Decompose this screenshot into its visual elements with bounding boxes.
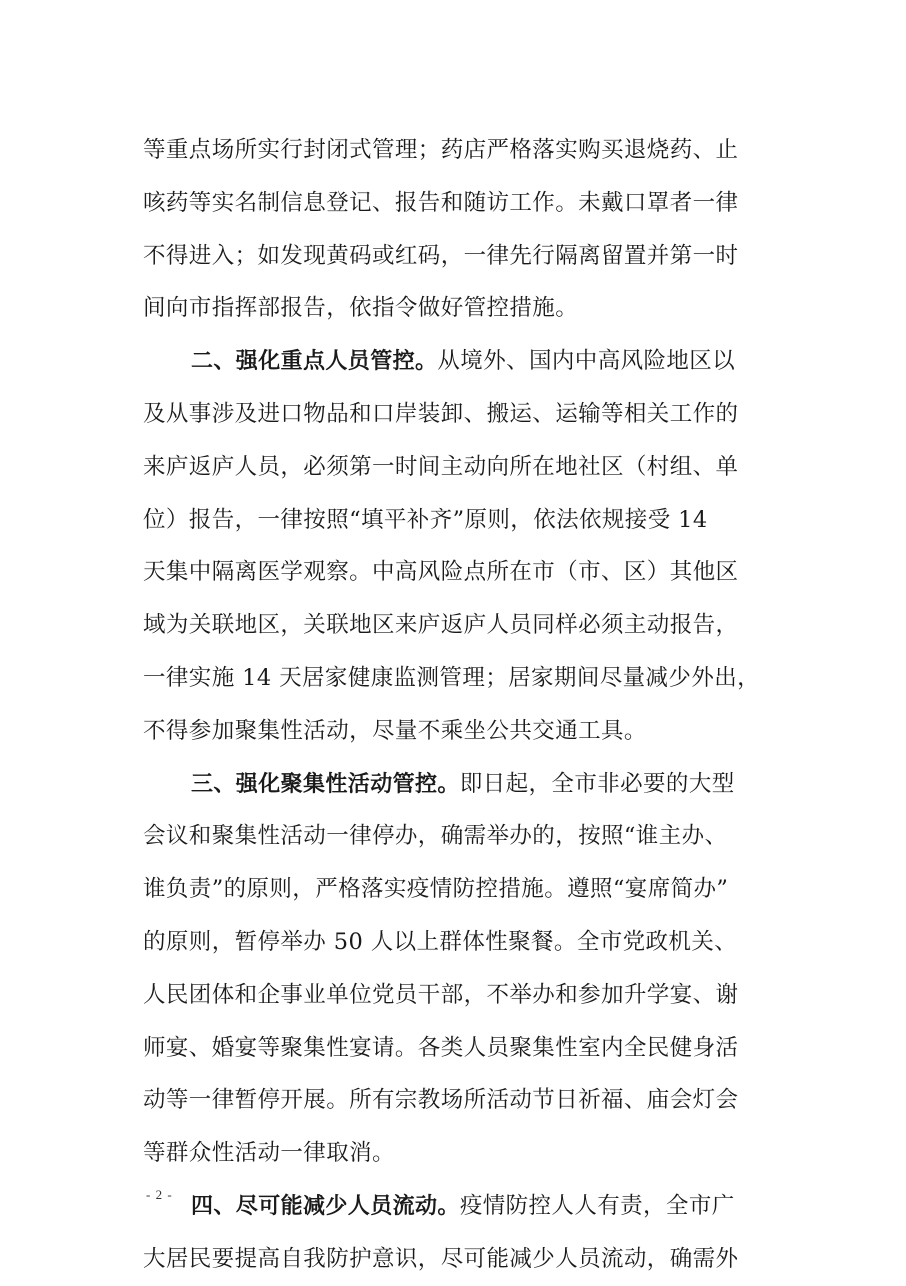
section-heading: 四、尽可能减少人员流动。 xyxy=(191,1193,460,1219)
line-text: 谁负责”的原则，严格落实疫情防控措施。遵照“宴席简办” xyxy=(143,876,729,903)
line-text: 大居民要提高自我防护意识，尽可能减少人员流动，确需外 xyxy=(143,1245,739,1272)
line-text: 位）报告，一律按照“填平补齐”原则，依法依规接受 14 xyxy=(143,506,708,533)
line-text: 等重点场所实行封闭式管理；药店严格落实购买退烧药、止 xyxy=(143,137,739,163)
body-text-line xyxy=(143,705,771,758)
line-text: 及从事涉及进口物品和口岸装卸、搬运、运输等相关工作的 xyxy=(143,400,739,427)
body-text-line xyxy=(143,599,771,652)
body-text-line xyxy=(143,230,771,283)
body-text-line xyxy=(143,177,771,230)
line-text: 不得参加聚集性活动，尽量不乘坐公共交通工具。 xyxy=(143,717,647,744)
section-heading: 二、强化重点人员管控。 xyxy=(191,349,438,375)
line-text: 即日起，全市非必要的大型 xyxy=(459,770,735,797)
body-text-line xyxy=(143,388,771,441)
line-text: 动等一律暂停开展。所有宗教场所活动节日祈福、庙会灯会 xyxy=(143,1087,739,1114)
body-text-line xyxy=(143,1074,771,1127)
body-text-line xyxy=(143,810,771,863)
page-number: - 2 - xyxy=(146,1187,173,1202)
body-text-line xyxy=(143,1233,771,1286)
body-text-line xyxy=(143,969,771,1022)
line-text: 师宴、婚宴等聚集性宴请。各类人员聚集性室内全民健身活 xyxy=(143,1034,739,1061)
line-text: 会议和聚集性活动一律停办，确需举办的，按照“谁主办、 xyxy=(143,823,728,850)
line-text: 间向市指挥部报告，依指令做好管控措施。 xyxy=(143,295,579,322)
body-text-line xyxy=(143,652,771,705)
line-text: 等群众性活动一律取消。 xyxy=(143,1140,395,1167)
section-heading-line xyxy=(143,758,771,811)
line-text: 人民团体和企事业单位党员干部，不举办和参加升学宴、谢 xyxy=(143,981,739,1008)
line-text: 咳药等实名制信息登记、报告和随访工作。未戴口罩者一律 xyxy=(143,189,739,216)
body-text-line xyxy=(143,916,771,969)
body-text-line xyxy=(143,1022,771,1075)
line-text: 来庐返庐人员，必须第一时间主动向所在地社区（村组、单 xyxy=(143,453,739,480)
document-body xyxy=(143,124,771,1286)
line-text: 域为关联地区，关联地区来庐返庐人员同样必须主动报告， xyxy=(143,612,739,639)
body-text-line xyxy=(143,546,771,599)
body-text-line xyxy=(143,124,771,177)
line-text: 从境外、国内中高风险地区以 xyxy=(437,348,736,375)
body-text-line xyxy=(143,494,771,547)
body-text-line xyxy=(143,1127,771,1180)
body-text-line xyxy=(143,441,771,494)
line-text: 天集中隔离医学观察。中高风险点所在市（市、区）其他区 xyxy=(143,559,739,586)
line-text: 不得进入；如发现黄码或红码，一律先行隔离留置并第一时 xyxy=(143,242,739,269)
body-text-line xyxy=(143,863,771,916)
section-heading-line xyxy=(143,1180,771,1233)
line-text: 一律实施 14 天居家健康监测管理；居家期间尽量减少外出， xyxy=(143,664,761,691)
line-text: 疫情防控人人有责，全市广 xyxy=(459,1192,735,1219)
line-text: 的原则，暂停举办 50 人以上群体性聚餐。全市党政机关、 xyxy=(143,928,738,955)
section-heading-line xyxy=(143,335,771,388)
body-text-line xyxy=(143,282,771,335)
section-heading: 三、强化聚集性活动管控。 xyxy=(191,771,460,797)
